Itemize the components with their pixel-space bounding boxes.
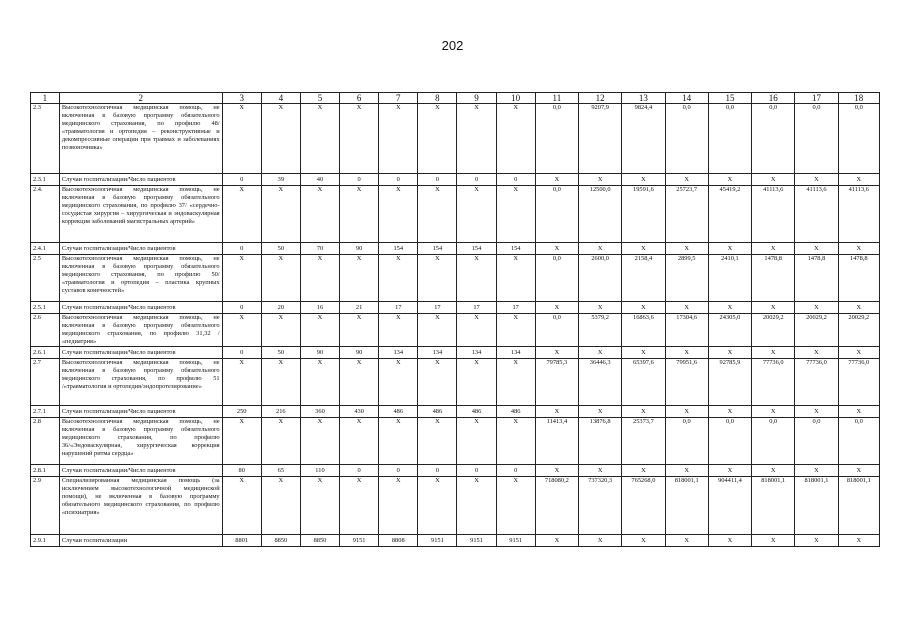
row-number-cell: 2.3.1 [31, 174, 60, 186]
value-cell: X [340, 186, 379, 243]
value-cell: 8850 [261, 535, 300, 547]
value-cell: 21 [340, 302, 379, 314]
value-cell: X [300, 477, 339, 535]
value-cell: 818001,1 [752, 477, 795, 535]
value-cell: X [418, 314, 457, 347]
header-cell: 18 [838, 93, 879, 104]
value-cell: X [418, 477, 457, 535]
value-cell: X [752, 465, 795, 477]
value-cell: 0 [418, 174, 457, 186]
value-cell: 79785,3 [535, 359, 578, 406]
value-cell: 20029,2 [838, 314, 879, 347]
value-cell: X [457, 314, 496, 347]
value-cell: 134 [418, 347, 457, 359]
value-cell: 486 [457, 406, 496, 418]
value-cell: X [752, 174, 795, 186]
value-cell: 17 [496, 302, 535, 314]
value-cell: X [708, 406, 751, 418]
value-cell: 486 [496, 406, 535, 418]
budget-table [30, 92, 880, 547]
value-cell: 0 [340, 174, 379, 186]
header-cell: 4 [261, 93, 300, 104]
value-cell: 0 [379, 465, 418, 477]
value-cell: X [622, 406, 665, 418]
value-cell: 765268,0 [622, 477, 665, 535]
value-cell: X [222, 255, 261, 302]
value-cell: 0,0 [752, 104, 795, 174]
value-cell: 134 [457, 347, 496, 359]
value-cell: X [496, 418, 535, 465]
table-row [31, 186, 880, 243]
value-cell: X [708, 465, 751, 477]
row-number-cell: 2.9.1 [31, 535, 60, 547]
row-number-cell: 2.3 [31, 104, 60, 174]
table-row [31, 406, 880, 418]
row-description-cell: Случаи госпитализации/Число пациентов [59, 174, 222, 186]
value-cell: 818001,1 [838, 477, 879, 535]
value-cell: X [579, 347, 622, 359]
value-cell: X [457, 255, 496, 302]
header-cell: 15 [708, 93, 751, 104]
value-cell: X [622, 302, 665, 314]
value-cell: X [665, 406, 708, 418]
value-cell: X [457, 104, 496, 174]
row-description-cell: Высокотехнологичная медицинская помощь, не включенная в базовую программу обязательного медицинского страхования, по профилю 51 /«травматология и ортопедия/эндопротезирование» [59, 359, 222, 406]
value-cell: 250 [222, 406, 261, 418]
value-cell: X [535, 406, 578, 418]
row-number-cell: 2.8 [31, 418, 60, 465]
header-cell: 17 [795, 93, 838, 104]
table-row [31, 302, 880, 314]
value-cell: 17304,6 [665, 314, 708, 347]
row-description-cell: Случаи госпитализации/Число пациентов [59, 243, 222, 255]
value-cell: 0,0 [752, 418, 795, 465]
value-cell: 0 [379, 174, 418, 186]
value-cell: 41113,6 [752, 186, 795, 243]
value-cell: 110 [300, 465, 339, 477]
value-cell: X [708, 302, 751, 314]
row-description-cell: Высокотехнологичная медицинская помощь, не включенная в базовую программу обязательного медицинского страхования, по профилю 31,32 / «педиатрия» [59, 314, 222, 347]
value-cell: X [535, 174, 578, 186]
value-cell: X [795, 174, 838, 186]
table-row [31, 477, 880, 535]
table-row [31, 359, 880, 406]
value-cell: X [665, 243, 708, 255]
value-cell: X [838, 174, 879, 186]
value-cell: 2600,0 [579, 255, 622, 302]
value-cell: X [340, 104, 379, 174]
value-cell: 0 [222, 174, 261, 186]
value-cell: 8801 [222, 535, 261, 547]
value-cell: X [300, 104, 339, 174]
value-cell: 9824,4 [622, 104, 665, 174]
value-cell: 154 [496, 243, 535, 255]
header-cell: 11 [535, 93, 578, 104]
value-cell: X [579, 302, 622, 314]
value-cell: X [752, 347, 795, 359]
value-cell: 77736,0 [752, 359, 795, 406]
row-description-cell: Специализированная медицинская помощь (за исключением высокотехнологичной медицинской помощи), не включенная в базовую программу обязательного медицинского страхования, по профилю «психиатрия» [59, 477, 222, 535]
value-cell: X [795, 535, 838, 547]
value-cell: X [622, 465, 665, 477]
row-description-cell: Случаи госпитализации/Число пациентов [59, 406, 222, 418]
header-cell: 9 [457, 93, 496, 104]
value-cell: 24305,0 [708, 314, 751, 347]
value-cell: X [579, 406, 622, 418]
value-cell: 25723,7 [665, 186, 708, 243]
value-cell: X [496, 186, 535, 243]
row-number-cell: 2.5 [31, 255, 60, 302]
row-description-cell: Случаи госпитализации [59, 535, 222, 547]
value-cell: 0 [340, 465, 379, 477]
value-cell: 0,0 [708, 418, 751, 465]
value-cell: X [496, 359, 535, 406]
header-cell: 8 [418, 93, 457, 104]
value-cell: 0,0 [665, 418, 708, 465]
value-cell: 216 [261, 406, 300, 418]
value-cell: X [496, 104, 535, 174]
value-cell: X [838, 465, 879, 477]
value-cell: 2410,1 [708, 255, 751, 302]
value-cell: 0 [222, 347, 261, 359]
value-cell: X [622, 535, 665, 547]
value-cell: X [379, 186, 418, 243]
value-cell: X [418, 418, 457, 465]
value-cell: X [261, 104, 300, 174]
value-cell: X [665, 465, 708, 477]
value-cell: 0 [418, 465, 457, 477]
value-cell: X [579, 535, 622, 547]
value-cell: 2158,4 [622, 255, 665, 302]
value-cell: 134 [379, 347, 418, 359]
value-cell: 9207,9 [579, 104, 622, 174]
value-cell: 41113,6 [795, 186, 838, 243]
value-cell: X [622, 243, 665, 255]
value-cell: 818001,1 [665, 477, 708, 535]
row-number-cell: 2.7 [31, 359, 60, 406]
value-cell: 0 [457, 465, 496, 477]
value-cell: 17 [457, 302, 496, 314]
value-cell: X [795, 243, 838, 255]
value-cell: X [535, 302, 578, 314]
value-cell: 0 [496, 465, 535, 477]
value-cell: X [457, 477, 496, 535]
value-cell: 9151 [418, 535, 457, 547]
value-cell: 40 [300, 174, 339, 186]
value-cell: 13876,8 [579, 418, 622, 465]
value-cell: 9151 [457, 535, 496, 547]
table-row [31, 418, 880, 465]
value-cell: X [300, 255, 339, 302]
value-cell: X [457, 418, 496, 465]
value-cell: X [261, 314, 300, 347]
value-cell: 154 [379, 243, 418, 255]
value-cell: X [300, 418, 339, 465]
value-cell: 92785,9 [708, 359, 751, 406]
row-number-cell: 2.8.1 [31, 465, 60, 477]
value-cell: 70 [300, 243, 339, 255]
value-cell: 9151 [496, 535, 535, 547]
value-cell: X [379, 255, 418, 302]
value-cell: 16863,6 [622, 314, 665, 347]
value-cell: 1478,8 [795, 255, 838, 302]
row-number-cell: 2.9 [31, 477, 60, 535]
value-cell: X [261, 418, 300, 465]
header-cell: 1 [31, 93, 60, 104]
value-cell: 134 [496, 347, 535, 359]
value-cell: X [665, 174, 708, 186]
value-cell: 0,0 [838, 104, 879, 174]
value-cell: X [496, 314, 535, 347]
header-cell: 6 [340, 93, 379, 104]
value-cell: 16 [300, 302, 339, 314]
value-cell: 20029,2 [752, 314, 795, 347]
value-cell: X [838, 535, 879, 547]
value-cell: X [838, 302, 879, 314]
value-cell: X [418, 255, 457, 302]
value-cell: 0,0 [838, 418, 879, 465]
value-cell: 0,0 [535, 186, 578, 243]
value-cell: 0,0 [535, 255, 578, 302]
value-cell: 430 [340, 406, 379, 418]
value-cell: X [261, 477, 300, 535]
row-description-cell: Высокотехнологичная медицинская помощь, не включенная в базовую программу обязательного медицинского страхования, по профилю 37/ «сердечно-сосудистая хирургия – хирургическая и эндоваскулярная коррекция заболеваний магистральных артерий» [59, 186, 222, 243]
row-description-cell: Случаи госпитализации/Число пациентов [59, 347, 222, 359]
row-description-cell: Случаи госпитализации/Число пациентов [59, 302, 222, 314]
value-cell: 19591,6 [622, 186, 665, 243]
value-cell: 0,0 [708, 104, 751, 174]
value-cell: X [708, 243, 751, 255]
value-cell: X [418, 359, 457, 406]
value-cell: X [418, 104, 457, 174]
value-cell: X [379, 359, 418, 406]
value-cell: X [795, 302, 838, 314]
value-cell: X [222, 359, 261, 406]
value-cell: 11413,4 [535, 418, 578, 465]
value-cell: 360 [300, 406, 339, 418]
value-cell: 486 [418, 406, 457, 418]
value-cell: 39 [261, 174, 300, 186]
header-cell: 2 [59, 93, 222, 104]
row-description-cell: Случаи госпитализации/Число пациентов [59, 465, 222, 477]
value-cell: X [222, 314, 261, 347]
header-cell: 7 [379, 93, 418, 104]
value-cell: 20 [261, 302, 300, 314]
value-cell: X [579, 174, 622, 186]
value-cell: X [222, 186, 261, 243]
value-cell: X [261, 186, 300, 243]
header-cell: 14 [665, 93, 708, 104]
value-cell: X [665, 535, 708, 547]
value-cell: X [300, 314, 339, 347]
value-cell: 8850 [300, 535, 339, 547]
value-cell: X [752, 406, 795, 418]
value-cell: X [379, 104, 418, 174]
header-row [31, 93, 880, 104]
value-cell: X [708, 535, 751, 547]
value-cell: 79951,6 [665, 359, 708, 406]
row-description-cell: Высокотехнологичная медицинская помощь, не включенная в базовую программу обязательного медицинского страхования, по профилю 48/ «травматология и ортопедия – реконструктивные и декомпрессивные операции при травмах и заболеваниях позвоночника» [59, 104, 222, 174]
value-cell: 25373,7 [622, 418, 665, 465]
value-cell: 486 [379, 406, 418, 418]
value-cell: X [665, 347, 708, 359]
table-row [31, 174, 880, 186]
value-cell: X [838, 347, 879, 359]
value-cell: X [300, 186, 339, 243]
header-cell: 10 [496, 93, 535, 104]
value-cell: X [379, 314, 418, 347]
table-row [31, 314, 880, 347]
value-cell: X [708, 347, 751, 359]
table-row [31, 535, 880, 547]
value-cell: 2899,5 [665, 255, 708, 302]
value-cell: X [622, 174, 665, 186]
value-cell: X [579, 243, 622, 255]
value-cell: 0 [496, 174, 535, 186]
value-cell: X [752, 302, 795, 314]
value-cell: X [418, 186, 457, 243]
value-cell: 154 [418, 243, 457, 255]
value-cell: 45419,2 [708, 186, 751, 243]
value-cell: 0 [222, 302, 261, 314]
value-cell: X [496, 477, 535, 535]
row-description-cell: Высокотехнологичная медицинская помощь, не включенная в базовую программу обязательного медицинского страхования, по профилю 36/«Эндоваскулярная, хирургическая коррекция нарушений ритма сердца» [59, 418, 222, 465]
value-cell: X [752, 535, 795, 547]
value-cell: 0,0 [795, 104, 838, 174]
row-number-cell: 2.4. [31, 186, 60, 243]
value-cell: X [340, 477, 379, 535]
table-row [31, 255, 880, 302]
value-cell: 65397,6 [622, 359, 665, 406]
value-cell: X [795, 406, 838, 418]
value-cell: 8808 [379, 535, 418, 547]
value-cell: X [457, 359, 496, 406]
value-cell: 12500,0 [579, 186, 622, 243]
value-cell: 90 [300, 347, 339, 359]
value-cell: 90 [340, 347, 379, 359]
value-cell: 20029,2 [795, 314, 838, 347]
value-cell: X [379, 418, 418, 465]
value-cell: X [379, 477, 418, 535]
value-cell: 718080,2 [535, 477, 578, 535]
header-cell: 3 [222, 93, 261, 104]
header-cell: 13 [622, 93, 665, 104]
row-number-cell: 2.7.1 [31, 406, 60, 418]
value-cell: X [340, 418, 379, 465]
value-cell: 0,0 [535, 314, 578, 347]
value-cell: X [457, 186, 496, 243]
value-cell: 0 [222, 243, 261, 255]
value-cell: X [535, 347, 578, 359]
header-cell: 12 [579, 93, 622, 104]
value-cell: 80 [222, 465, 261, 477]
value-cell: X [340, 359, 379, 406]
table-row [31, 465, 880, 477]
value-cell: X [340, 314, 379, 347]
value-cell: X [665, 302, 708, 314]
value-cell: 737320,3 [579, 477, 622, 535]
table-row [31, 104, 880, 174]
value-cell: 1478,8 [838, 255, 879, 302]
value-cell: 0 [457, 174, 496, 186]
value-cell: 77736,0 [838, 359, 879, 406]
value-cell: X [535, 243, 578, 255]
value-cell: 154 [457, 243, 496, 255]
value-cell: X [300, 359, 339, 406]
value-cell: X [222, 477, 261, 535]
value-cell: 77736,0 [795, 359, 838, 406]
value-cell: X [222, 418, 261, 465]
value-cell: X [838, 243, 879, 255]
value-cell: 50 [261, 347, 300, 359]
value-cell: X [795, 465, 838, 477]
value-cell: X [838, 406, 879, 418]
row-description-cell: Высокотехнологичная медицинская помощь, не включенная в базовую программу обязательного медицинского страхования, по профилю 50/ «травматология и ортопедия – пластика крупных суставов конечностей» [59, 255, 222, 302]
value-cell: 5379,2 [579, 314, 622, 347]
value-cell: X [535, 535, 578, 547]
row-number-cell: 2.5.1 [31, 302, 60, 314]
value-cell: X [579, 465, 622, 477]
value-cell: X [795, 347, 838, 359]
value-cell: X [261, 255, 300, 302]
header-cell: 5 [300, 93, 339, 104]
value-cell: X [496, 255, 535, 302]
value-cell: 17 [379, 302, 418, 314]
value-cell: 17 [418, 302, 457, 314]
row-number-cell: 2.6 [31, 314, 60, 347]
value-cell: 65 [261, 465, 300, 477]
value-cell: 1478,8 [752, 255, 795, 302]
value-cell: X [622, 347, 665, 359]
value-cell: X [261, 359, 300, 406]
value-cell: 818001,1 [795, 477, 838, 535]
table-row [31, 243, 880, 255]
value-cell: X [752, 243, 795, 255]
value-cell: 50 [261, 243, 300, 255]
value-cell: 36446,3 [579, 359, 622, 406]
value-cell: X [708, 174, 751, 186]
value-cell: 90 [340, 243, 379, 255]
value-cell: 0,0 [795, 418, 838, 465]
row-number-cell: 2.4.1 [31, 243, 60, 255]
value-cell: 904411,4 [708, 477, 751, 535]
row-number-cell: 2.6.1 [31, 347, 60, 359]
value-cell: 9151 [340, 535, 379, 547]
value-cell: 0,0 [665, 104, 708, 174]
value-cell: X [340, 255, 379, 302]
header-cell: 16 [752, 93, 795, 104]
value-cell: X [535, 465, 578, 477]
value-cell: 0,0 [535, 104, 578, 174]
table-row [31, 347, 880, 359]
page-number: 202 [441, 38, 464, 53]
value-cell: X [222, 104, 261, 174]
value-cell: 41113,6 [838, 186, 879, 243]
